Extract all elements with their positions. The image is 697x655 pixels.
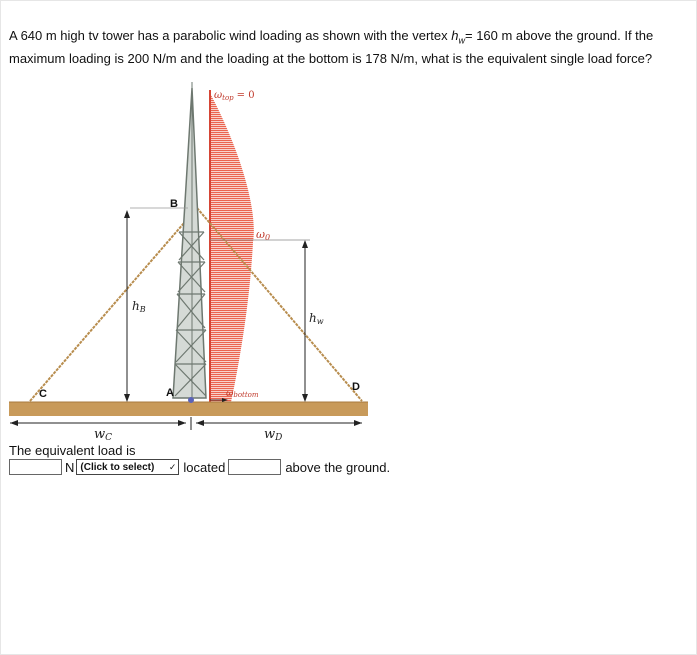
hw-label: hw xyxy=(309,311,324,326)
question-text xyxy=(9,27,689,68)
w-bottom-label: ωbottom xyxy=(226,389,259,399)
w0-label: ω0 xyxy=(256,228,271,242)
point-c-label: C xyxy=(39,388,47,400)
wD-label: wD xyxy=(264,427,283,442)
cable-left xyxy=(30,208,197,401)
direction-select-value: (Click to select) xyxy=(80,461,155,473)
chevron-down-icon: ✓ xyxy=(168,461,177,472)
w-top-label: $\omega_{top} = 0$ xyxy=(214,90,255,102)
direction-select[interactable] xyxy=(76,459,179,475)
force-value-input[interactable] xyxy=(9,459,62,475)
hB-label: hB xyxy=(132,299,146,314)
tower-figure xyxy=(0,80,697,442)
ground xyxy=(9,402,368,416)
wC-label: wC xyxy=(94,427,113,442)
answer-lead-text: The equivalent load is xyxy=(9,443,136,458)
question-part2: = 160 m above the ground. If the maximum loading is 200 N/m and the loading at the bottom is 178 N/m, what is the equivalent single load force? xyxy=(9,28,654,66)
question-part1: A 640 m high tv tower has a parabolic wind loading as shown with the vertex xyxy=(9,28,452,43)
answer-row xyxy=(9,458,390,476)
located-label: located xyxy=(183,459,226,475)
h-symbol: h xyxy=(451,28,459,43)
point-a-label: A xyxy=(166,387,174,399)
location-value-input[interactable] xyxy=(228,459,281,475)
force-unit-label: N xyxy=(65,459,75,475)
h-subscript: w xyxy=(458,35,465,46)
point-d-label: D xyxy=(352,381,360,393)
point-b-label: B xyxy=(170,198,178,210)
above-ground-label: above the ground. xyxy=(285,459,391,475)
tower xyxy=(173,82,206,398)
base-point-a-marker xyxy=(188,397,194,403)
